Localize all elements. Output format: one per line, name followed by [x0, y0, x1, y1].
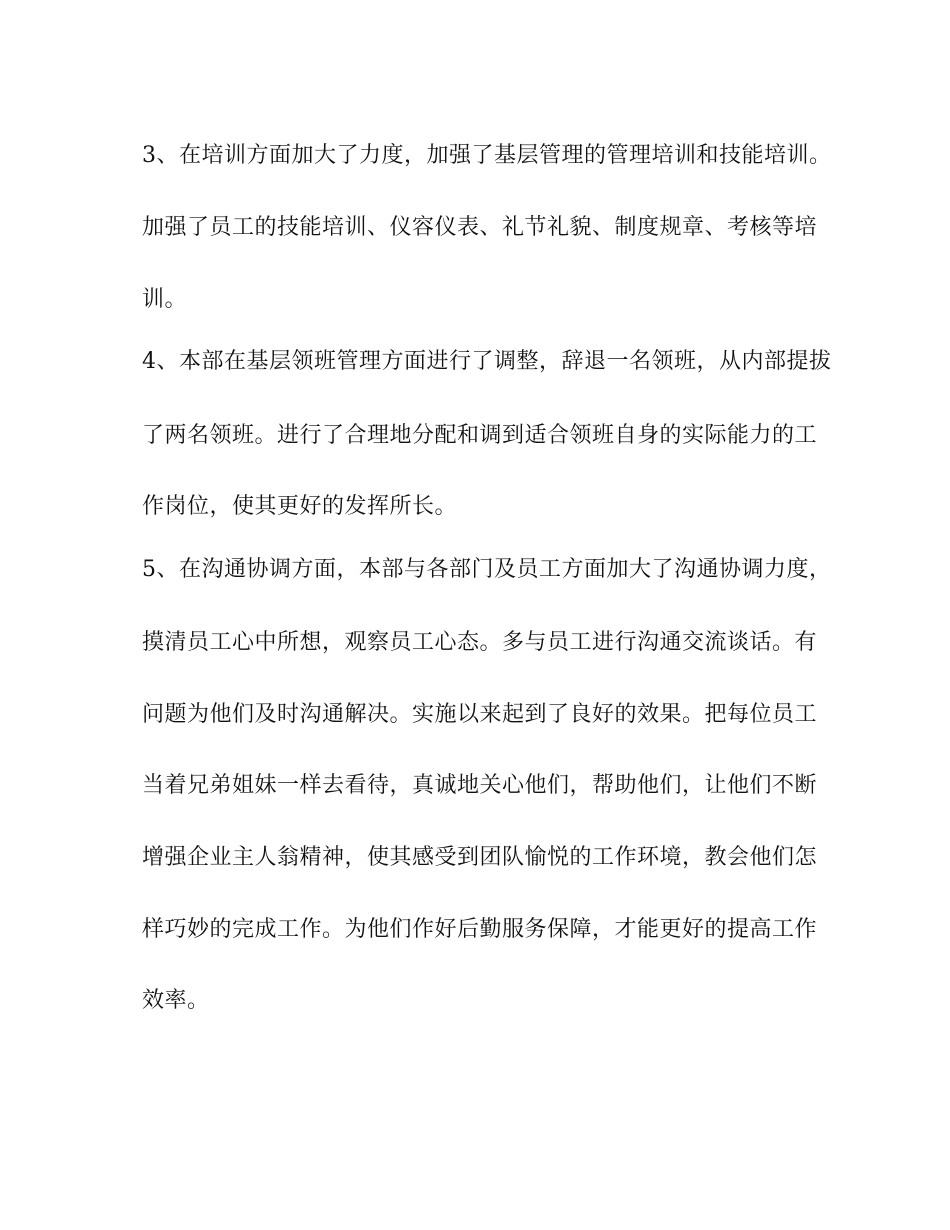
paragraph-3-line-2: 加强了员工的技能培训、仪容仪表、礼节礼貌、制度规章、考核等培: [142, 215, 818, 240]
paragraph-5-line-6: 样巧妙的完成工作。为他们作好后勤服务保障，才能更好的提高工作: [142, 917, 818, 942]
paragraph-4-line-1: 4、本部在基层领班管理方面进行了调整，辞退一名领班，从内部提拔: [142, 349, 832, 374]
paragraph-5-line-3: 问题为他们及时沟通解决。实施以来起到了良好的效果。把每位员工: [142, 702, 818, 727]
paragraph-4-line-2: 了两名领班。进行了合理地分配和调到适合领班自身的实际能力的工: [142, 423, 818, 448]
paragraph-4-line-3: 作岗位，使其更好的发挥所长。: [142, 494, 458, 519]
paragraph-5-line-7: 效率。: [142, 988, 210, 1013]
paragraph-5-line-2: 摸清员工心中所想，观察员工心态。多与员工进行沟通交流谈话。有: [142, 630, 818, 655]
paragraph-5-line-4: 当着兄弟姐妹一样去看待，真诚地关心他们，帮助他们，让他们不断: [142, 773, 818, 798]
paragraph-5-line-1: 5、在沟通协调方面，本部与各部门及员工方面加大了沟通协调力度，: [142, 557, 832, 582]
paragraph-3-line-1: 3、在培训方面加大了力度，加强了基层管理的管理培训和技能培训。: [142, 143, 832, 168]
paragraph-3-line-3: 训。: [142, 287, 188, 312]
paragraph-5-line-5: 增强企业主人翁精神，使其感受到团队愉悦的工作环境，教会他们怎: [142, 845, 818, 870]
